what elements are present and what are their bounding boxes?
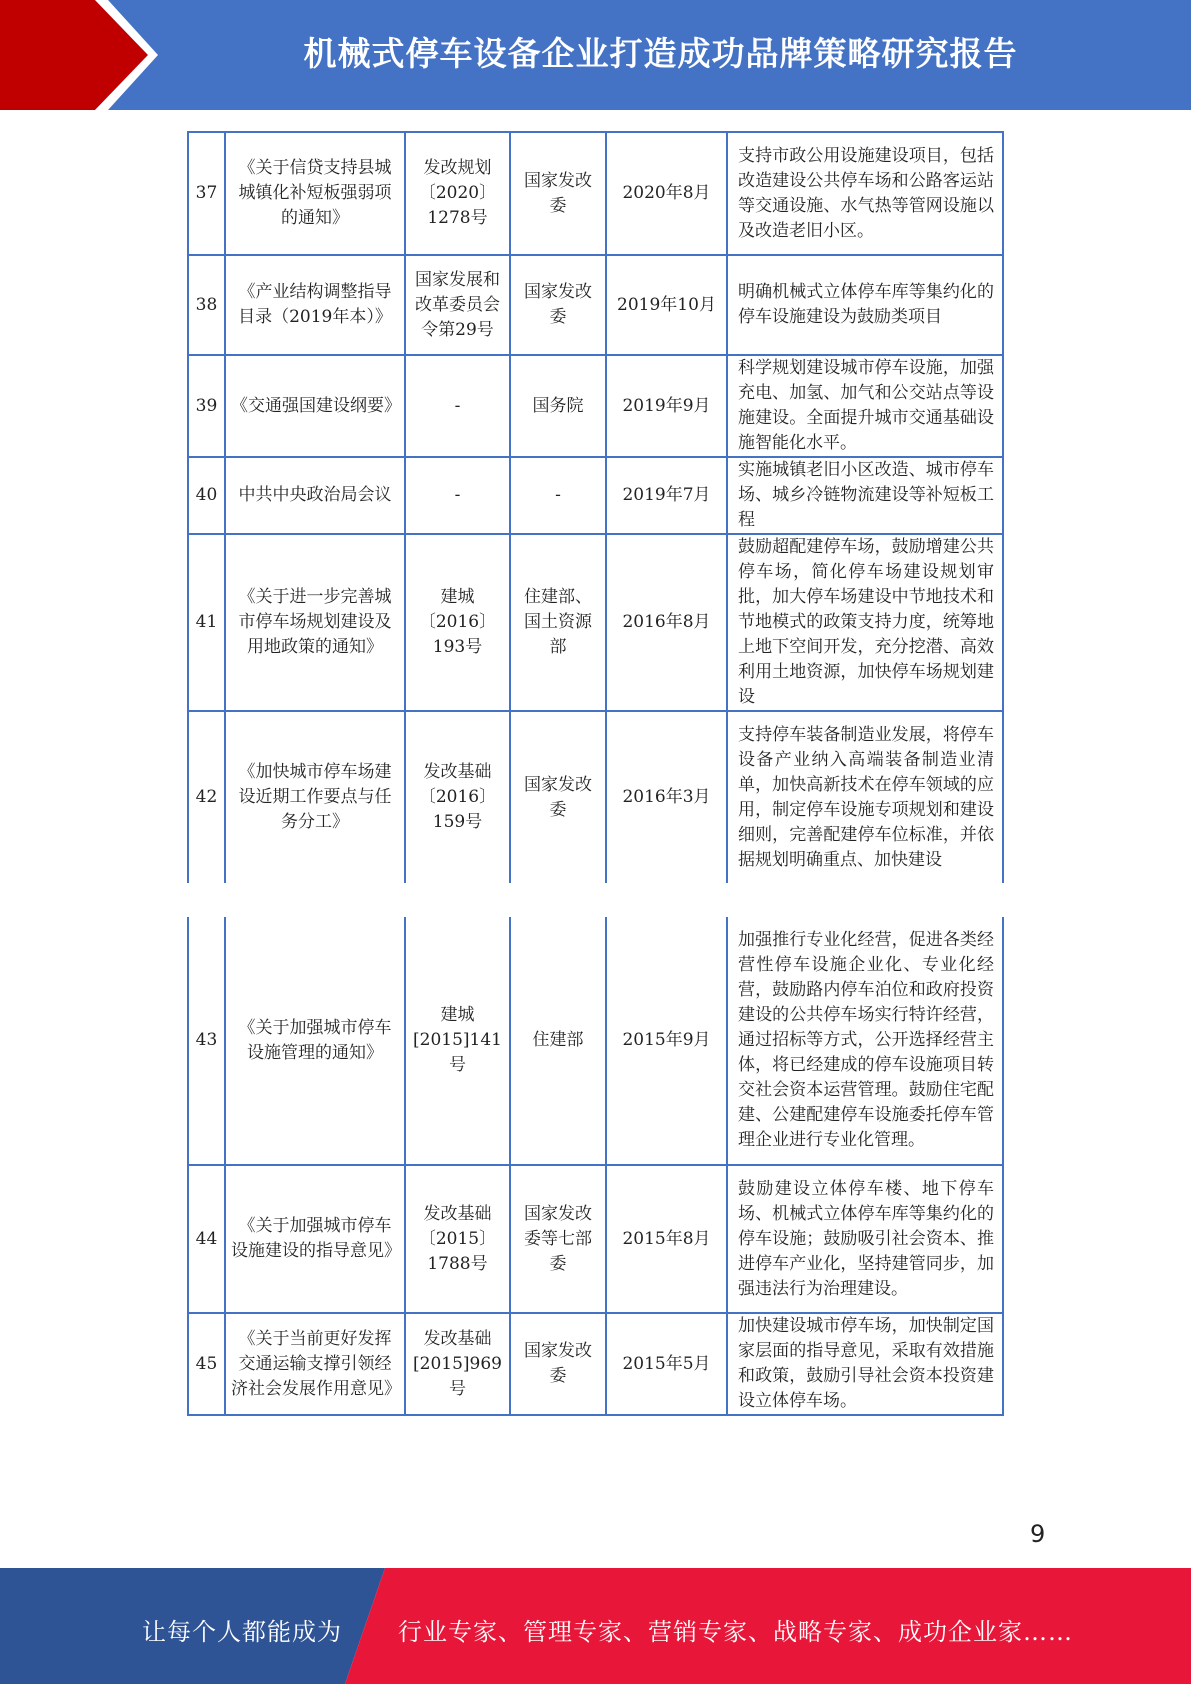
policy-content: 科学规划建设城市停车设施，加强充电、加氢、加气和公交站点等设施建设。全面提升城市交通基础设施智能化水平。 xyxy=(727,355,1003,457)
issuing-authority: 国家发改委 xyxy=(510,255,606,355)
issue-date: 2016年8月 xyxy=(606,534,727,711)
policy-content: 加快建设城市停车场，加快制定国家层面的指导意见，采取有效措施和政策，鼓励引导社会资本投资建设立体停车场。 xyxy=(727,1313,1003,1415)
policy-content: 鼓励建设立体停车楼、地下停车场、机械式立体停车库等集约化的停车设施；鼓励吸引社会资本、推进停车产业化，坚持建管同步，加强违法行为治理建设。 xyxy=(727,1165,1003,1313)
table-row xyxy=(188,132,1003,255)
document-number: 建城〔2016〕193号 xyxy=(405,534,510,711)
policy-name: 《关于进一步完善城市停车场规划建设及用地政策的通知》 xyxy=(225,534,405,711)
policy-table-body xyxy=(188,132,1003,883)
document-title: 机械式停车设备企业打造成功品牌策略研究报告 xyxy=(303,34,1018,73)
page-header xyxy=(0,0,1191,110)
row-number: 38 xyxy=(188,255,225,355)
issuing-authority: 住建部、国土资源部 xyxy=(510,534,606,711)
row-number: 37 xyxy=(188,132,225,255)
table-row xyxy=(188,355,1003,457)
policy-content: 支持市政公用设施建设项目，包括改造建设公共停车场和公路客运站等交通设施、水气热等管网设施以及改造老旧小区。 xyxy=(727,132,1003,255)
footer-slogan-right: 行业专家、管理专家、营销专家、战略专家、成功企业家…… xyxy=(398,1618,1073,1646)
table-row xyxy=(188,1165,1003,1313)
issuing-authority: 国家发改委 xyxy=(510,711,606,883)
issuing-authority: 国家发改委 xyxy=(510,1313,606,1415)
issue-date: 2015年8月 xyxy=(606,1165,727,1313)
policy-content: 支持停车装备制造业发展，将停车设备产业纳入高端装备制造业清单，加快高新技术在停车领域的应用，制定停车设施专项规划和建设细则，完善配建停车位标准，并依据规划明确重点、加快建设 xyxy=(727,711,1003,883)
policy-name: 《关于当前更好发挥交通运输支撑引领经济社会发展作用意见》 xyxy=(225,1313,405,1415)
policy-name: 《加快城市停车场建设近期工作要点与任务分工》 xyxy=(225,711,405,883)
document-number: 发改基础[2015]969号 xyxy=(405,1313,510,1415)
table-row xyxy=(188,917,1003,1165)
document-number: 发改基础〔2016〕159号 xyxy=(405,711,510,883)
issue-date: 2020年8月 xyxy=(606,132,727,255)
policy-content: 鼓励超配建停车场，鼓励增建公共停车场，简化停车场建设规划审批，加大停车场建设中节地技术和节地模式的政策支持力度，统筹地上地下空间开发，充分挖潜、高效利用土地资源，加快停车场规划建设 xyxy=(727,534,1003,711)
policy-table-part1 xyxy=(187,131,1004,883)
document-number: 国家发展和改革委员会令第29号 xyxy=(405,255,510,355)
row-number: 40 xyxy=(188,457,225,534)
document-number: 发改规划〔2020〕1278号 xyxy=(405,132,510,255)
document-number: - xyxy=(405,355,510,457)
row-number: 39 xyxy=(188,355,225,457)
row-number: 42 xyxy=(188,711,225,883)
policy-name: 中共中央政治局会议 xyxy=(225,457,405,534)
policy-table-part2 xyxy=(187,917,1004,1416)
table-row xyxy=(188,457,1003,534)
document-number: 建城[2015]141号 xyxy=(405,917,510,1165)
policy-name: 《交通强国建设纲要》 xyxy=(225,355,405,457)
row-number: 43 xyxy=(188,917,225,1165)
table-row xyxy=(188,255,1003,355)
header-chevron-icon xyxy=(0,0,160,110)
table-row xyxy=(188,711,1003,883)
policy-content: 加强推行专业化经营，促进各类经营性停车设施企业化、专业化经营，鼓励路内停车泊位和政府投资建设的公共停车场实行特许经营，通过招标等方式，公开选择经营主体，将已经建成的停车设施项目转交社会资本运营管理。鼓励住宅配建、公建配建停车设施委托停车管理企业进行专业化管理。 xyxy=(727,917,1003,1165)
policy-name: 《关于加强城市停车设施管理的通知》 xyxy=(225,917,405,1165)
issue-date: 2016年3月 xyxy=(606,711,727,883)
policy-name: 《关于加强城市停车设施建设的指导意见》 xyxy=(225,1165,405,1313)
policy-name: 《产业结构调整指导目录（2019年本）》 xyxy=(225,255,405,355)
issue-date: 2015年5月 xyxy=(606,1313,727,1415)
policy-table-body xyxy=(188,917,1003,1415)
page-footer xyxy=(0,1568,1191,1684)
issue-date: 2019年9月 xyxy=(606,355,727,457)
row-number: 44 xyxy=(188,1165,225,1313)
row-number: 41 xyxy=(188,534,225,711)
table-row xyxy=(188,534,1003,711)
issue-date: 2015年9月 xyxy=(606,917,727,1165)
issue-date: 2019年7月 xyxy=(606,457,727,534)
policy-content: 明确机械式立体停车库等集约化的停车设施建设为鼓励类项目 xyxy=(727,255,1003,355)
table-row xyxy=(188,1313,1003,1415)
issue-date: 2019年10月 xyxy=(606,255,727,355)
policy-content: 实施城镇老旧小区改造、城市停车场、城乡冷链物流建设等补短板工程 xyxy=(727,457,1003,534)
document-number: - xyxy=(405,457,510,534)
issuing-authority: - xyxy=(510,457,606,534)
page-number: 9 xyxy=(1030,1520,1046,1548)
row-number: 45 xyxy=(188,1313,225,1415)
issuing-authority: 国家发改委等七部委 xyxy=(510,1165,606,1313)
issuing-authority: 国家发改委 xyxy=(510,132,606,255)
footer-slogan-left: 让每个人都能成为 xyxy=(142,1618,342,1646)
issuing-authority: 国务院 xyxy=(510,355,606,457)
issuing-authority: 住建部 xyxy=(510,917,606,1165)
document-number: 发改基础〔2015〕1788号 xyxy=(405,1165,510,1313)
policy-name: 《关于信贷支持县城城镇化补短板强弱项的通知》 xyxy=(225,132,405,255)
